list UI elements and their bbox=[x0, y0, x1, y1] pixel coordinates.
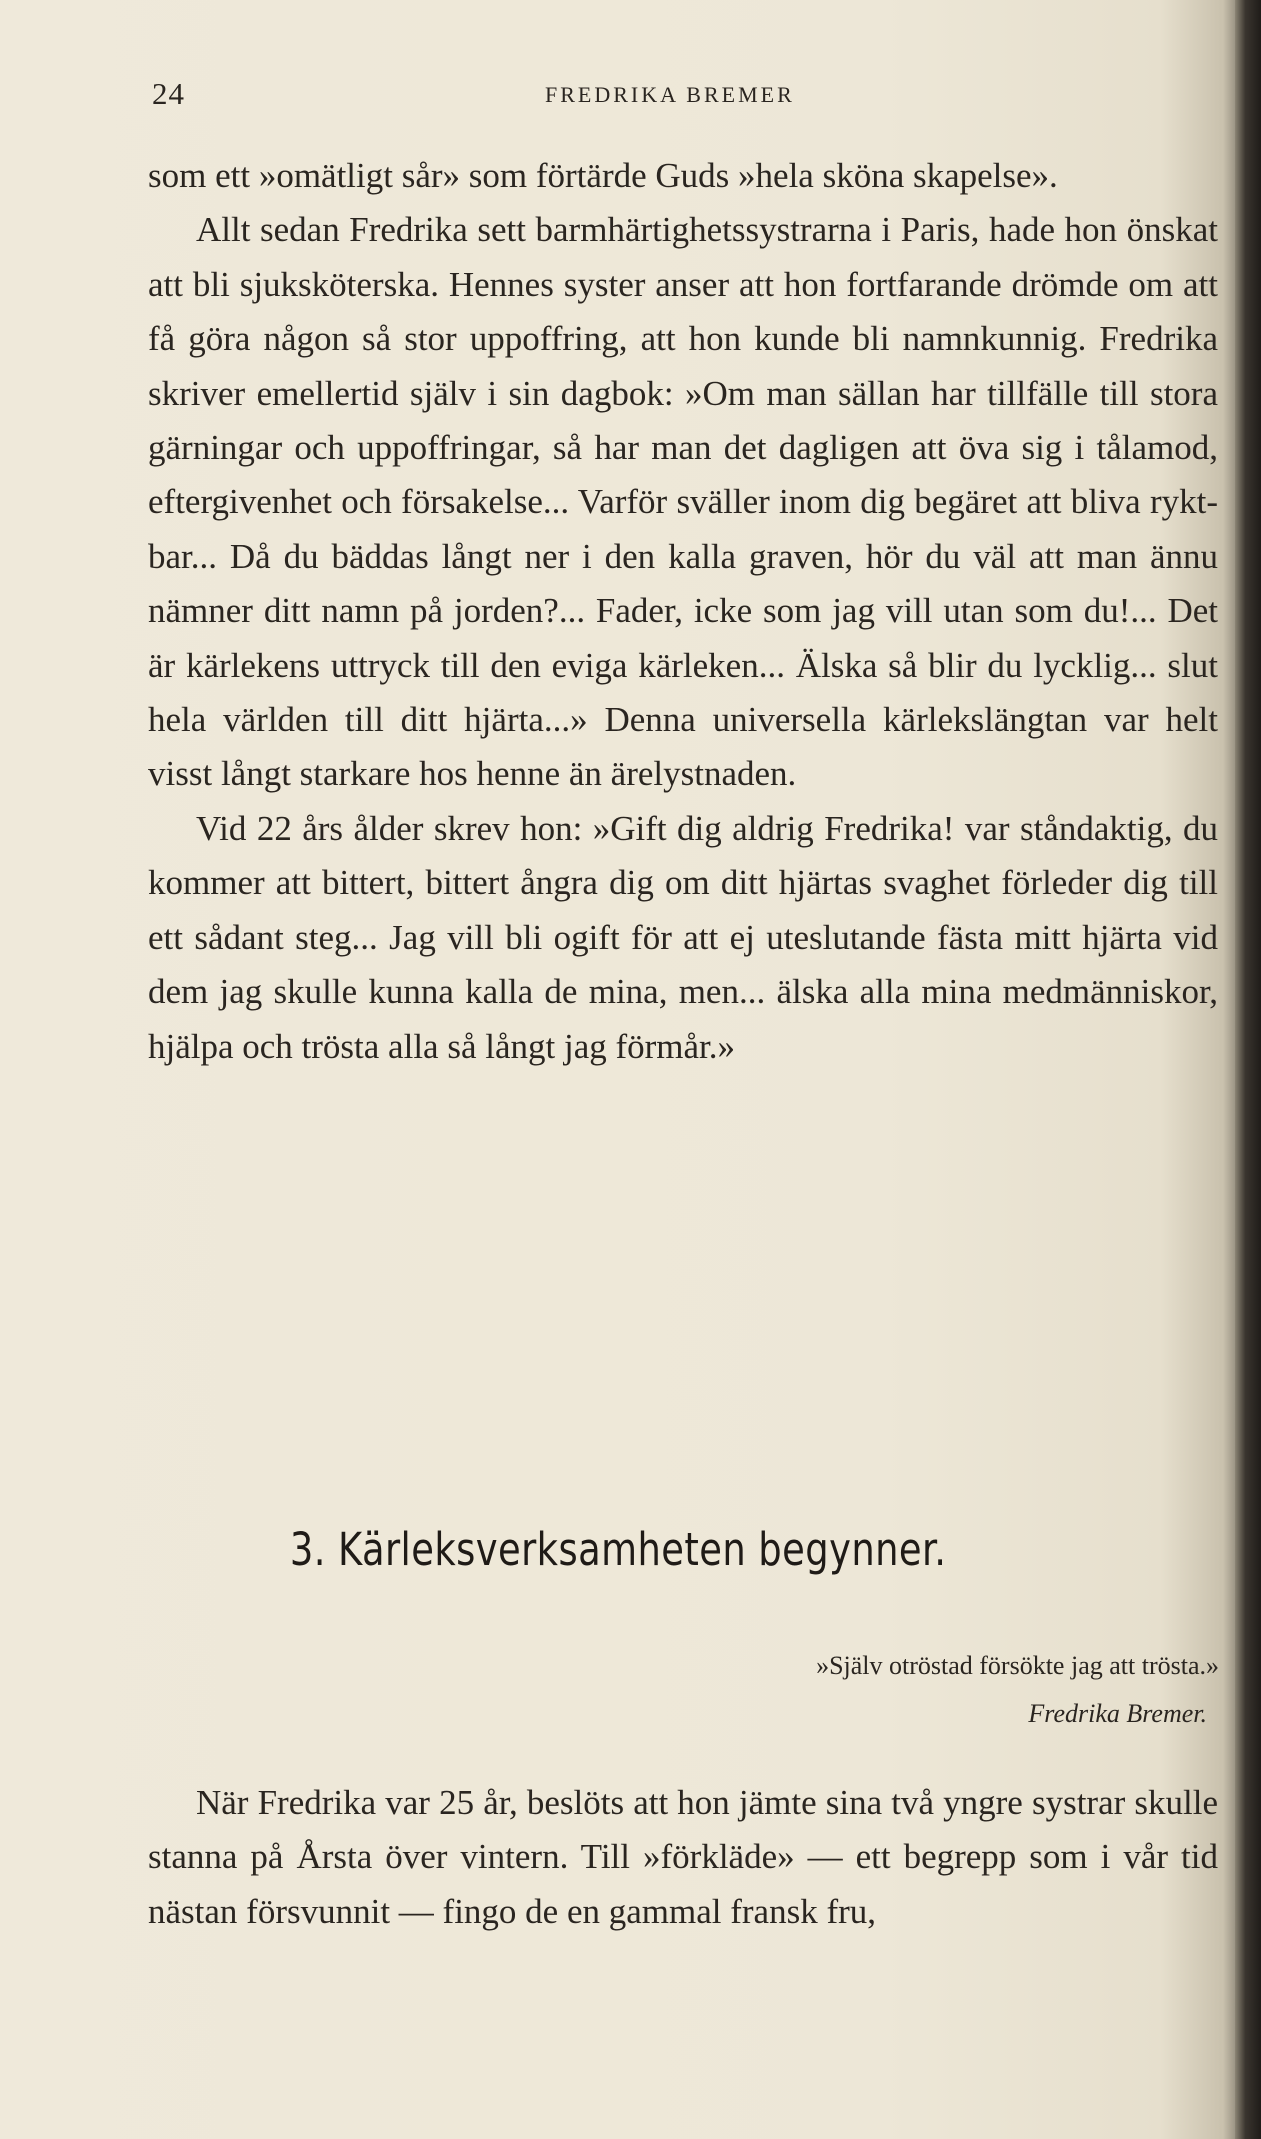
section-heading: 3. Kärleksverksamheten begynner. bbox=[289, 1523, 947, 1576]
body-text-before-section bbox=[148, 149, 1218, 1074]
running-head bbox=[150, 76, 1220, 116]
page-edge-shadow bbox=[1235, 0, 1261, 2139]
paragraph-continuation: som ett »omätligt sår» som förtärde Guds »hela sköna skapelse». bbox=[148, 156, 1058, 195]
page-number: 24 bbox=[152, 76, 185, 111]
epigraph-quote: »Själv otröstad försökte jag att trösta.» bbox=[816, 1651, 1219, 1680]
paragraph-arsta: När Fredrika var 25 år, beslöts att hon jämte sina två yngre systrar skulle stanna på Årsta över vintern. Till »förkläde» — ett begrepp som i vår tid nästan försvunnit — fingo de en gammal fransk fru, bbox=[148, 1783, 1218, 1931]
body-text-after-section bbox=[148, 1776, 1218, 1939]
paragraph-22-ar: Vid 22 års ålder skrev hon: »Gift dig aldrig Fredrika! var ståndaktig, du kommer att bittert, bittert ångra dig om ditt hjärtas svaghet förleder dig till ett sådant steg... Jag vill bli ogift för att ej uteslutande fästa mitt hjärta vid dem jag skulle kunna kalla de mina, men... älska alla mina medmänniskor, hjälpa och trösta alla så långt jag förmår.» bbox=[148, 808, 1218, 1066]
epigraph bbox=[619, 1642, 1219, 1738]
running-head-title: FREDRIKA BREMER bbox=[545, 82, 795, 107]
epigraph-author: Fredrika Bremer. bbox=[1028, 1699, 1207, 1728]
paragraph-dagbok: Allt sedan Fredrika sett barmhärtighetssystrarna i Paris, hade hon önskat att bli sjuksköterska. Hennes syster anser att hon fortfarande drömde om att få göra någon så stor uppoffring, att hon kunde bli namnkunnig. Fredrika skriver emellertid själv i sin dagbok: »Om man sällan har tillfälle till stora gärningar och uppoffringar, så har man det dagligen att öva sig i tålamod, eftergivenhet och försakelse... Varför sväller inom dig begäret att bliva ryktbar... Då du bäddas långt ner i den kalla graven, hör du väl att man ännu nämner ditt namn på jorden?... Fader, icke som jag vill utan som du!... Det är kärlekens uttryck till den eviga kärleken... Älska så blir du lycklig... slut hela världen till ditt hjärta...» Denna universella kärlekslängtan var helt visst långt starkare hos henne än ärelystnaden. bbox=[148, 210, 1218, 794]
